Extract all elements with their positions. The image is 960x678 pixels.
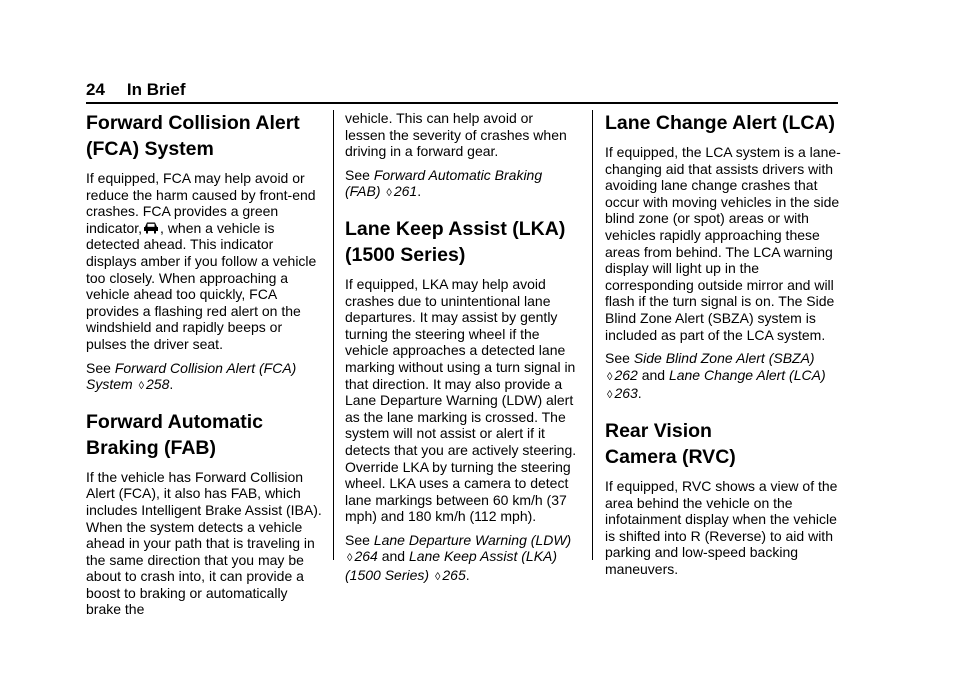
lca-heading: Lane Change Alert (LCA) — [605, 112, 836, 134]
page-header — [86, 80, 838, 104]
cross-reference-link[interactable]: Forward Collision Alert (FCA) System — [86, 359, 297, 393]
cross-reference-link[interactable]: Side Blind Zone Alert (SBZA) — [633, 350, 815, 367]
column-3 — [605, 110, 841, 584]
column-divider — [592, 110, 593, 560]
lka-see-also: See Lane Departure Warning (LDW) ◊ 264 and Lane Keep Assist (LKA) (1500 Series) ◊ 265. — [345, 531, 572, 584]
cross-reference-link[interactable]: Forward Automatic Braking (FAB) — [345, 166, 543, 200]
page-ref-arrow-icon: ◊ — [386, 187, 392, 200]
page-reference[interactable]: 265 — [442, 567, 466, 584]
page-reference[interactable]: 264 — [354, 548, 378, 565]
lka-paragraph: If equipped, LKA may help avoid crashes due to unintentional lane departures. It may assist by gently turning the steering wheel if the vehicle approaches a detected lane marking without using a turn signal in that direction. It may also provide a Lane Departure Warning (LDW) alert as the lane marking is crossed. The system will not assist or alert if it detects that you are actively steering. Override LKA by turning the steering wheel. LKA uses a camera to detect lane markings between 60 km/h (37 mph) and 180 km/h (112 mph). — [345, 275, 577, 525]
vehicle-ahead-icon — [143, 221, 159, 235]
fab-paragraph-continued: vehicle. This can help avoid or lessen the severity of crashes when driving in a forward gear. — [345, 110, 567, 160]
fab-paragraph: If the vehicle has Forward Collision Alert (FCA), it also has FAB, which includes Intelligent Brake Assist (IBA). When the system detects a vehicle ahead in your path that is traveling in the same direction that you may be about to crash into, it can provide a boost to braking or automatically brake the — [86, 468, 322, 618]
lca-paragraph: If equipped, the LCA system is a lane-changing aid that assists drivers with avoiding lane change crashes that occur with moving vehicles in the side blind zone (or spot) areas or with vehicles rapidly approaching these areas from behind. The LCA warning display will light up in the corresponding outside mirror and will flash if the turn signal is on. The Side Blind Zone Alert (SBZA) system is included as part of the LCA system. — [605, 144, 841, 343]
rvc-heading: Rear Vision Camera (RVC) — [605, 419, 736, 468]
page-reference[interactable]: 261 — [393, 183, 418, 200]
cross-reference-link[interactable]: Lane Departure Warning (LDW) — [373, 531, 572, 548]
page-ref-arrow-icon: ◊ — [607, 389, 613, 402]
page-reference[interactable]: 262 — [614, 366, 638, 383]
page-ref-arrow-icon: ◊ — [607, 370, 613, 383]
fca-see-also: See Forward Collision Alert (FCA) System ◊ 258. — [86, 359, 297, 393]
column-2 — [345, 110, 577, 593]
fab-see-also: See Forward Automatic Braking (FAB) ◊ 261. — [345, 166, 543, 200]
fab-heading: Forward Automatic Braking (FAB) — [86, 410, 263, 459]
page-ref-arrow-icon: ◊ — [138, 380, 145, 393]
page-ref-arrow-icon: ◊ — [434, 571, 441, 584]
section-title: In Brief — [126, 80, 186, 99]
lka-heading: Lane Keep Assist (LKA) (1500 Series) — [345, 217, 566, 266]
fca-heading: Forward Collision Alert (FCA) System — [86, 112, 300, 160]
column-divider — [333, 110, 334, 560]
fca-paragraph: If equipped, FCA may help avoid or reduce the harm caused by front-end crashes. FCA provides a green indicator, , when a vehicle is detected ahead. This indicator displays amber if you follow a vehicle too closely. When approaching a vehicle ahead too quickly, FCA provides a flashing red alert on the windshield and rapidly beeps or pulses the driver seat. — [86, 170, 317, 352]
column-1 — [86, 110, 322, 625]
page-ref-arrow-icon: ◊ — [347, 552, 353, 565]
page-number: 24 — [86, 80, 105, 99]
page-reference[interactable]: 263 — [614, 385, 638, 402]
cross-reference-link[interactable]: Lane Keep Assist (LKA) (1500 Series) — [345, 548, 558, 584]
cross-reference-link[interactable]: Lane Change Alert (LCA) — [668, 366, 826, 383]
lca-see-also: See Side Blind Zone Alert (SBZA) ◊ 262 and Lane Change Alert (LCA) ◊ 263. — [605, 350, 826, 402]
rvc-paragraph: If equipped, RVC shows a view of the area behind the vehicle on the infotainment display when the vehicle is shifted into R (Reverse) to aid with parking and low-speed backing maneuvers. — [605, 477, 838, 577]
page-reference[interactable]: 258 — [146, 376, 170, 393]
